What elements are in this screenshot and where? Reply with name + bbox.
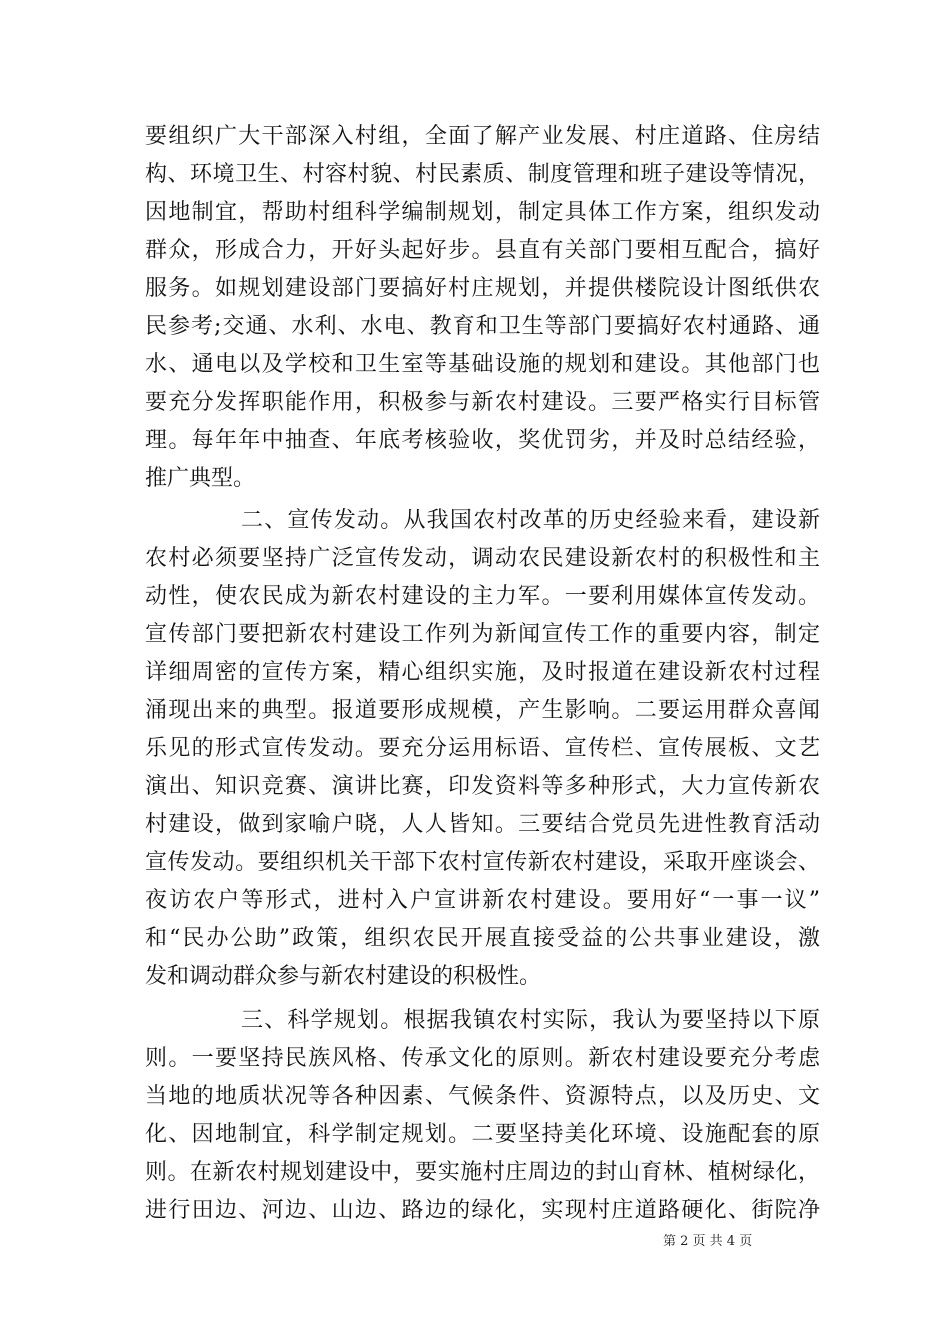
text-line: 涌现出来的典型。报道要形成规模，产生影响。二要运用群众喜闻 <box>145 698 820 723</box>
body-text <box>145 118 820 1230</box>
text-line: 农村必须要坚持广泛宣传发动，调动农民建设新农村的积极性和主 <box>145 546 820 571</box>
paragraph-planning <box>145 1002 820 1230</box>
text-line: 则。在新农村规划建设中，要实施村庄周边的封山育林、植树绿化， <box>145 1160 820 1185</box>
text-line: 群众，形成合力，开好头起好步。县直有关部门要相互配合，搞好 <box>145 238 820 263</box>
text-line: 宣传发动。要组织机关干部下农村宣传新农村建设，采取开座谈会、 <box>145 850 820 875</box>
text-line: 和“民办公助”政策，组织农民开展直接受益的公共事业建设，激 <box>145 926 820 951</box>
text-line: 化、因地制宜，科学制定规划。二要坚持美化环境、设施配套的原 <box>145 1122 820 1147</box>
text-line: 理。每年年中抽查、年底考核验收，奖优罚劣，并及时总结经验， <box>145 428 820 453</box>
text-line: 演出、知识竞赛、演讲比赛，印发资料等多种形式，大力宣传新农 <box>145 774 820 799</box>
text-line: 当地的地质状况等各种因素、气候条件、资源特点，以及历史、文 <box>145 1084 820 1109</box>
text-line: 动性，使农民成为新农村建设的主力军。一要利用媒体宣传发动。 <box>145 584 820 609</box>
text-line: 因地制宜，帮助村组科学编制规划，制定具体工作方案，组织发动 <box>145 200 820 225</box>
text-line: 水、通电以及学校和卫生室等基础设施的规划和建设。其他部门也 <box>145 352 820 377</box>
text-line: 则。一要坚持民族风格、传承文化的原则。新农村建设要充分考虑 <box>145 1046 820 1071</box>
text-line: 要组织广大干部深入村组，全面了解产业发展、村庄道路、住房结 <box>145 124 820 149</box>
text-line: 构、环境卫生、村容村貌、村民素质、制度管理和班子建设等情况， <box>145 162 820 187</box>
text-line: 宣传部门要把新农村建设工作列为新闻宣传工作的重要内容，制定 <box>145 622 820 647</box>
text-line: 村建设，做到家喻户晓，人人皆知。三要结合党员先进性教育活动 <box>145 812 820 837</box>
paragraph-heading-line: 三、科学规划。根据我镇农村实际，我认为要坚持以下原 <box>241 1008 820 1033</box>
text-line: 夜访农户等形式，进村入户宣讲新农村建设。要用好“一事一议” <box>145 888 820 913</box>
text-line: 要充分发挥职能作用，积极参与新农村建设。三要严格实行目标管 <box>145 390 820 415</box>
paragraph-continued <box>145 118 820 498</box>
text-line: 发和调动群众参与新农村建设的积极性。 <box>145 964 542 989</box>
page-number-footer: 第 2 页 共 4 页 <box>663 1234 753 1249</box>
paragraph-heading-line: 二、宣传发动。从我国农村改革的历史经验来看，建设新 <box>241 508 820 533</box>
text-line: 详细周密的宣传方案，精心组织实施，及时报道在建设新农村过程 <box>145 660 820 685</box>
text-line: 民参考;交通、水利、水电、教育和卫生等部门要搞好农村通路、通 <box>145 314 820 339</box>
text-line: 推广典型。 <box>145 466 256 491</box>
text-line: 进行田边、河边、山边、路边的绿化，实现村庄道路硬化、街院净 <box>145 1198 820 1223</box>
text-line: 服务。如规划建设部门要搞好村庄规划，并提供楼院设计图纸供农 <box>145 276 820 301</box>
paragraph-publicity <box>145 502 820 996</box>
text-line: 乐见的形式宣传发动。要充分运用标语、宣传栏、宣传展板、文艺 <box>145 736 820 761</box>
